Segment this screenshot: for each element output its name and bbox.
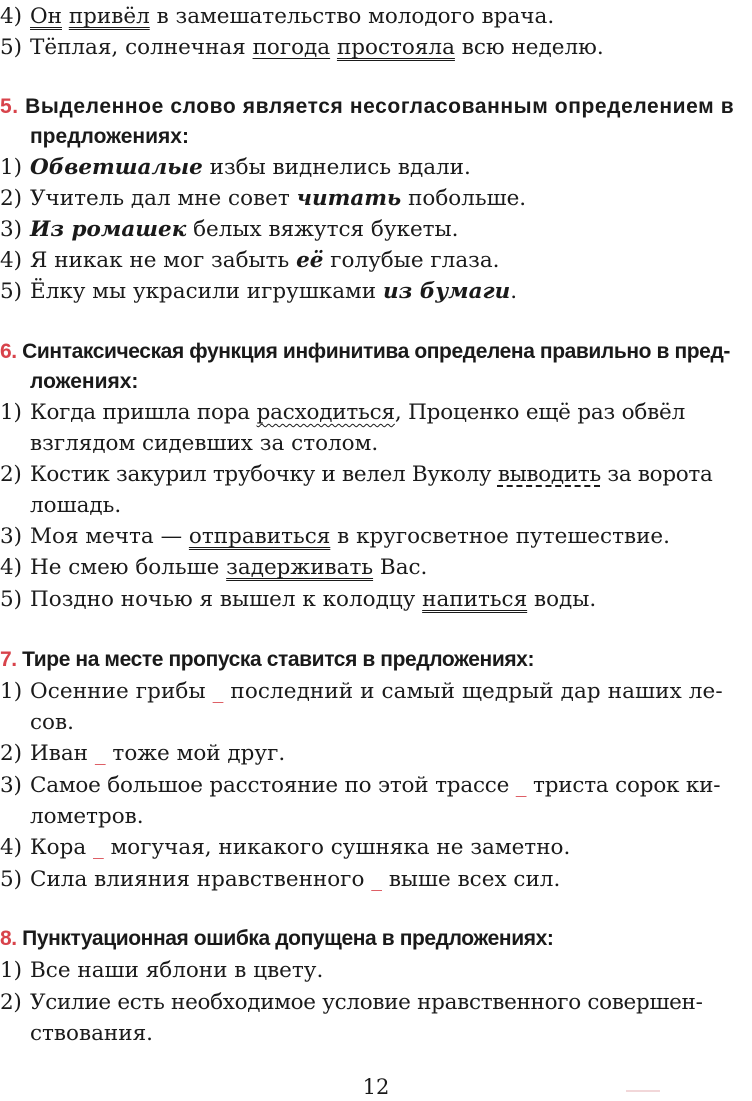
infinitive-underlined: задерживать bbox=[226, 555, 374, 580]
question-6-heading-cont: ложениях: bbox=[30, 370, 139, 393]
predicate-underlined: привёл bbox=[68, 4, 150, 29]
subject-underlined: Он bbox=[30, 4, 62, 29]
infinitive-underlined: выводить bbox=[497, 462, 601, 487]
list-item: 2) Усилие есть необходимое условие нравственного совершен- bbox=[0, 990, 703, 1015]
question-6-heading: 6. Синтаксическая функция инфинитива определена правильно в пред- bbox=[0, 340, 730, 363]
decorative-rule bbox=[626, 1090, 660, 1092]
list-item: 1) Все наши яблони в цвету. bbox=[0, 958, 324, 983]
list-item: 1) Когда пришла пора расходиться, Проценко ещё раз обвёл bbox=[0, 400, 686, 425]
subject-underlined: погода bbox=[252, 35, 331, 60]
list-item: 4) Я никак не мог забыть её голубые глаза. bbox=[0, 248, 500, 273]
list-item: 2) Иван _ тоже мой друг. bbox=[0, 741, 286, 766]
page-number: 12 bbox=[362, 1075, 390, 1099]
blank-gap: _ bbox=[371, 867, 382, 892]
blank-gap: _ bbox=[212, 679, 224, 704]
question-number: 8. bbox=[0, 927, 17, 950]
list-item: 4) Не смею больше задерживать Вас. bbox=[0, 555, 428, 580]
question-5-heading: 5. Выделенное слово является несогласованным определением в bbox=[0, 95, 735, 118]
question-number: 7. bbox=[0, 648, 17, 671]
list-item-cont: ствования. bbox=[30, 1021, 153, 1046]
infinitive-underlined: расходиться bbox=[256, 400, 395, 425]
question-5-heading-cont: предложениях: bbox=[30, 125, 189, 148]
blank-gap: _ bbox=[93, 835, 104, 860]
list-item: 1) Осенние грибы _ последний и самый щедрый дар наших ле- bbox=[0, 679, 723, 704]
infinitive-underlined: отправиться bbox=[188, 524, 331, 549]
list-item: 3) Самое большое расстояние по этой трассе _ триста сорок ки- bbox=[0, 773, 721, 798]
list-item: 2) Учитель дал мне совет читать побольше. bbox=[0, 186, 527, 211]
list-item: 1) Обветшалые избы виднелись вдали. bbox=[0, 155, 471, 180]
list-item: 5) Поздно ночью я вышел к колодцу напиться воды. bbox=[0, 587, 597, 612]
question-7-heading: 7. Тире на месте пропуска ставится в предложениях: bbox=[0, 648, 535, 671]
blank-gap: _ bbox=[94, 741, 106, 766]
list-item: 4) Кора _ могучая, никакого сушняка не заметно. bbox=[0, 835, 571, 860]
list-item: 4) Он привёл в замешательство молодого врача. bbox=[0, 4, 555, 29]
list-item: 2) Костик закурил трубочку и велел Вуколу выводить за ворота bbox=[0, 462, 713, 487]
list-item-cont: лометров. bbox=[30, 804, 144, 829]
list-item: 5) Ёлку мы украсили игрушками из бумаги. bbox=[0, 279, 518, 304]
predicate-underlined: простояла bbox=[336, 35, 455, 60]
question-number: 5. bbox=[0, 95, 19, 118]
list-item-cont: лошадь. bbox=[30, 493, 122, 518]
list-item-cont: взглядом сидевших за столом. bbox=[30, 431, 379, 456]
infinitive-underlined: напиться bbox=[422, 587, 528, 612]
list-item: 3) Из ромашек белых вяжутся букеты. bbox=[0, 217, 459, 242]
blank-gap: _ bbox=[515, 773, 527, 798]
list-item: 3) Моя мечта — отправиться в кругосветное путешествие. bbox=[0, 524, 670, 549]
question-number: 6. bbox=[0, 340, 17, 363]
list-item: 5) Сила влияния нравственного _ выше всех сил. bbox=[0, 867, 561, 892]
list-item-cont: сов. bbox=[30, 710, 74, 735]
list-item: 5) Тёплая, солнечная погода простояла всю неделю. bbox=[0, 35, 604, 60]
question-8-heading: 8. Пунктуационная ошибка допущена в предложениях: bbox=[0, 927, 554, 950]
